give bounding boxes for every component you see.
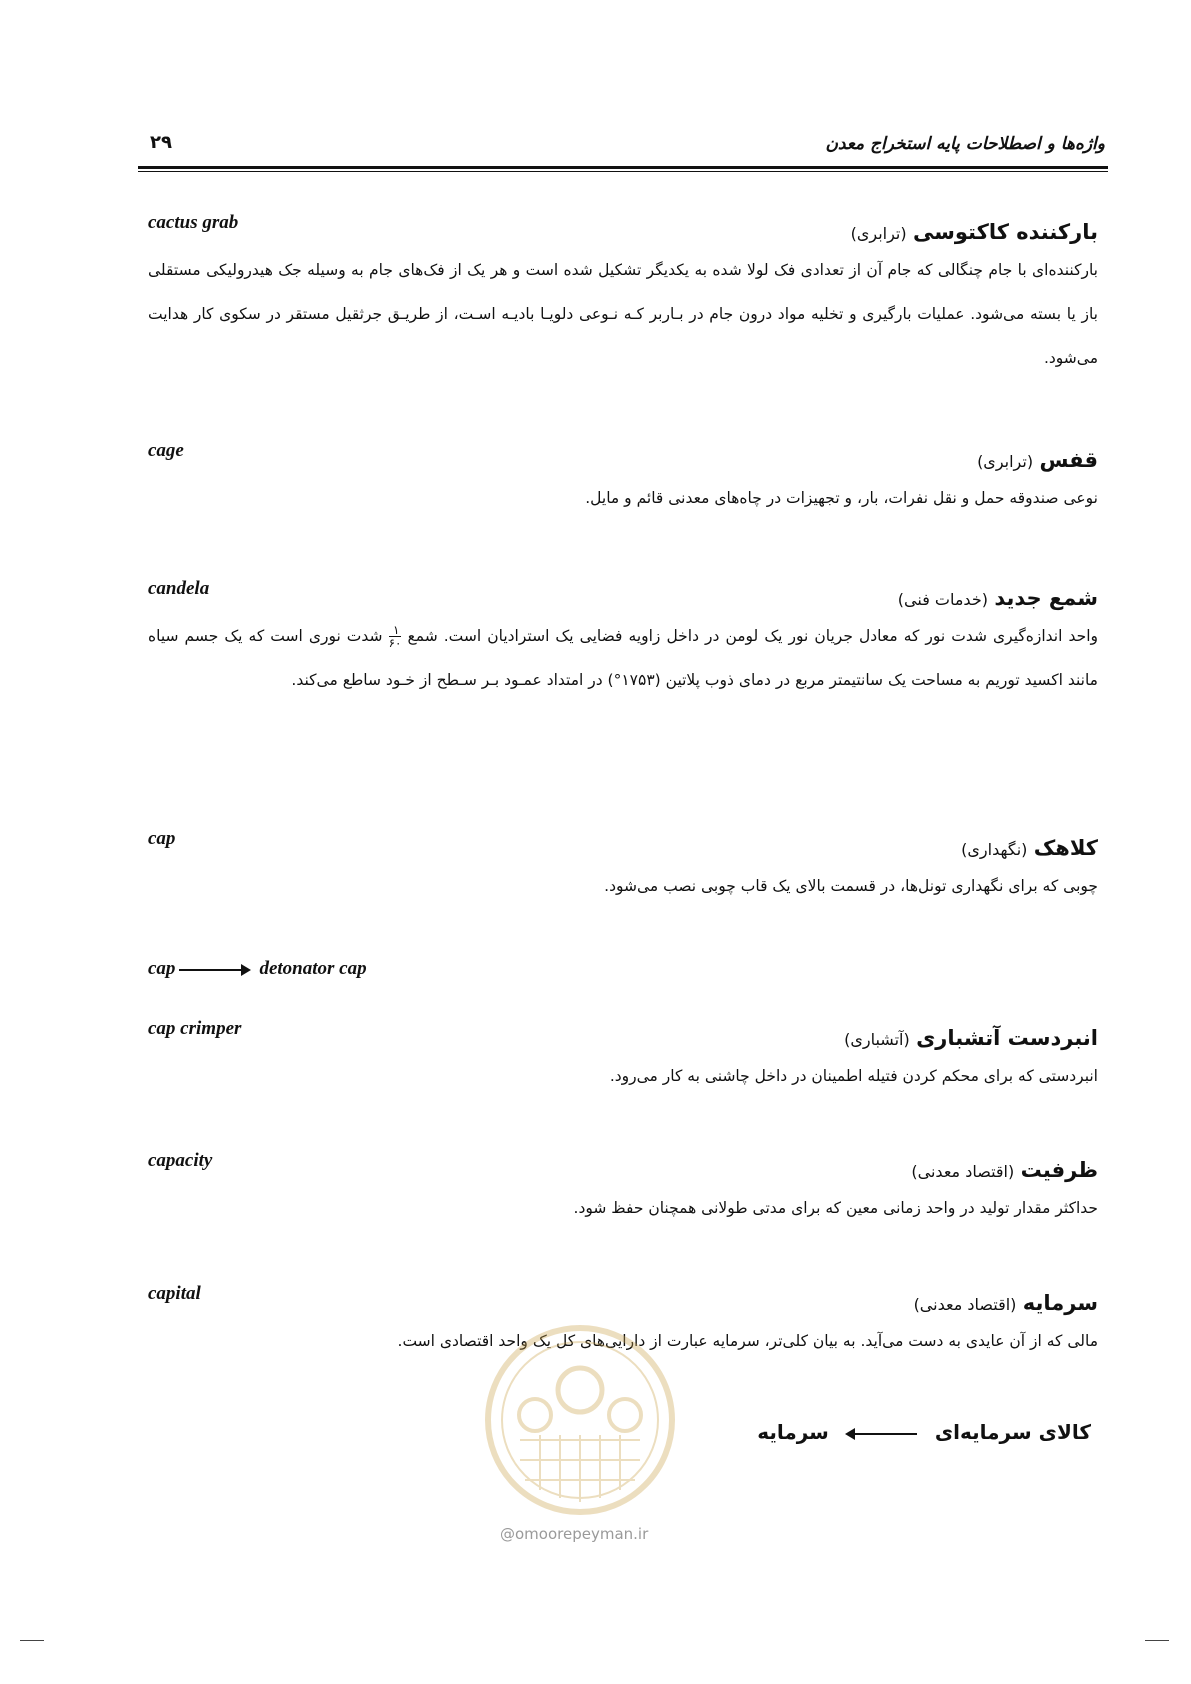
- entry-definition: بارکننده‌ای با جام چنگالی که جام آن از تعدادی فک لولا شده به یکدیگر تشکیل شده است و هر یک از فک‌های جام به وسیله جک هیدرولیکی مستقلی باز یا بسته می‌شود. عملیات بارگیری و تخلیه مواد درون جام در بـاربر کـه نـوعی دلویـا بادیـه اسـت، از طریـق جرثقیل مستقر در سکوی کار هدایت می‌شود.: [148, 261, 1098, 367]
- entry-category: (نگهداری): [961, 840, 1028, 859]
- entry-cage: [148, 440, 1098, 520]
- entry-cactus-grab: [148, 212, 1098, 380]
- entry-persian-term: کلاهک: [1033, 836, 1098, 860]
- entry-persian-heading: [148, 828, 1098, 860]
- entry-candela: [148, 578, 1098, 702]
- crop-mark: [1145, 1640, 1169, 1641]
- entry-cap: [148, 828, 1098, 908]
- entry-english-term: cap: [148, 828, 176, 849]
- book-title: واژه‌ها و اصطلاحات پایه استخراج معدن: [825, 134, 1105, 154]
- entry-definition: مالی که از آن عایدی به دست می‌آید. به بیان کلی‌تر، سرمایه عبارت از دارایی‌های کل یک واحد اقتصادی است.: [397, 1332, 1098, 1350]
- entry-cap-crimper: [148, 1018, 1098, 1098]
- entry-english-term: candela: [148, 578, 210, 599]
- see-also-term: کالای سرمایه‌ای: [934, 1420, 1091, 1444]
- header-rule: [138, 166, 1108, 169]
- arrow-left-icon: [847, 1433, 917, 1435]
- cross-reference: [148, 958, 367, 980]
- page-header: [140, 130, 1105, 160]
- entry-category: (آتشباری): [844, 1030, 910, 1049]
- entry-persian-heading: [148, 212, 1098, 244]
- entry-persian-heading: [148, 1283, 1098, 1315]
- entry-definition: حداکثر مقدار تولید در واحد زمانی معین که برای مدتی طولانی همچنان حفظ شود.: [573, 1199, 1098, 1217]
- entry-persian-term: بارکننده کاکتوسی: [912, 220, 1098, 244]
- entry-persian-heading: [148, 578, 1098, 610]
- entry-persian-term: ظرفیت: [1020, 1158, 1098, 1182]
- xref-from: cap: [148, 958, 176, 979]
- entry-definition: [148, 614, 1098, 702]
- entry-category: (ترابری): [850, 224, 907, 243]
- page-number: ۲۹: [150, 132, 172, 153]
- entry-persian-term: سرمایه: [1022, 1291, 1098, 1315]
- entry-persian-term: شمع جدید: [994, 586, 1098, 610]
- arrow-right-icon: [179, 969, 249, 971]
- entry-category: (اقتصاد معدنی): [913, 1295, 1017, 1314]
- see-also-target: سرمایه: [757, 1420, 829, 1444]
- entry-category: (اقتصاد معدنی): [911, 1162, 1015, 1181]
- see-also: [757, 1420, 1091, 1444]
- fraction: [389, 624, 402, 649]
- entry-definition: انبردستی که برای محکم کردن فتیله اطمینان در داخل چاشنی به کار می‌رود.: [609, 1067, 1098, 1085]
- fraction-numerator: ۱: [389, 624, 402, 637]
- entry-capacity: [148, 1150, 1098, 1230]
- entry-persian-heading: [148, 440, 1098, 472]
- entry-persian-heading: [148, 1018, 1098, 1050]
- definition-part-b: شدت نوری است که یک جسم سیاه مانند اکسید توریم به مساحت یک سانتیمتر مربع در دمای ذوب پلاتین (۱۷۵۳°) در امتداد عمـود بـر سـطح از خـود ساطع می‌کند.: [148, 627, 1098, 689]
- xref-to: detonator cap: [259, 958, 367, 979]
- entry-english-term: capital: [148, 1283, 201, 1304]
- entry-definition: چوبی که برای نگهداری تونل‌ها، در قسمت بالای یک قاب چوبی نصب می‌شود.: [604, 877, 1098, 895]
- entry-persian-term: قفس: [1039, 448, 1098, 472]
- entry-english-term: cactus grab: [148, 212, 239, 233]
- watermark-text: @omoorepeyman.ir: [500, 1525, 649, 1543]
- entry-definition: نوعی صندوقه حمل و نقل نفرات، بار، و تجهیزات در چاه‌های معدنی قائم و مایل.: [585, 489, 1098, 507]
- definition-part-a: واحد اندازه‌گیری شدت نور که معادل جریان نور یک لومن در داخل زاویه فضایی یک استرادیان است. شمع: [407, 627, 1098, 645]
- entry-english-term: cap crimper: [148, 1018, 242, 1039]
- entry-persian-heading: [148, 1150, 1098, 1182]
- entry-persian-term: انبردست آتشباری: [916, 1026, 1098, 1050]
- entry-english-term: cage: [148, 440, 184, 461]
- fraction-denominator: ۶۰: [388, 636, 402, 650]
- header-rule-thin: [138, 171, 1108, 172]
- entry-category: (ترابری): [977, 452, 1034, 471]
- entry-english-term: capacity: [148, 1150, 213, 1171]
- watermark-seal-icon: [480, 1320, 680, 1520]
- entry-category: (خدمات فنی): [897, 590, 988, 609]
- crop-mark: [20, 1640, 44, 1641]
